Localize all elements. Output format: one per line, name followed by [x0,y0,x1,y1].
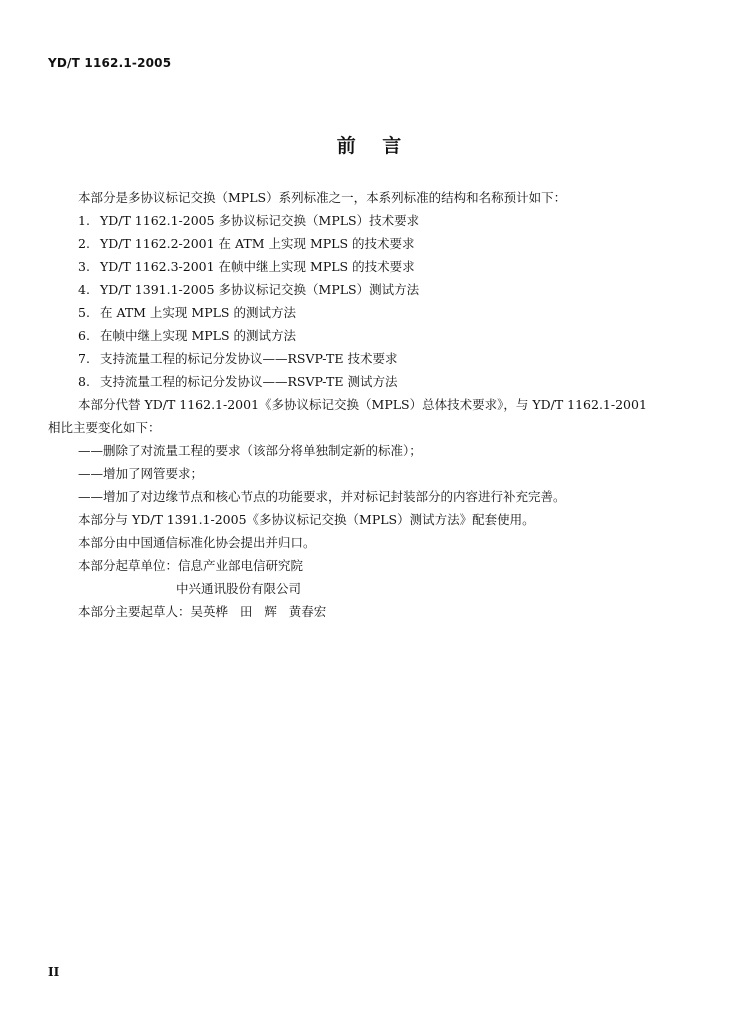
page-title: 前 言 [336,135,402,157]
list-item [78,328,296,344]
intro-paragraph: 本部分是多协议标记交换（MPLS）系列标准之一，本系列标准的结构和名称预计如下： [78,190,567,205]
list-item-number: 8. [78,374,90,389]
list-item-number: 2. [78,236,90,251]
list-item-number: 1. [78,213,90,228]
change-item: ——增加了对边缘节点和核心节点的功能要求，并对标记封装部分的内容进行补充完善。 [78,489,566,504]
drafting-units: 本部分起草单位：信息产业部电信研究院 [78,558,304,573]
list-item-text: YD/T 1162.3-2001 在帧中继上实现 MPLS 的技术要求 [100,259,415,274]
list-item-number: 6. [78,328,90,343]
list-item [78,305,296,321]
list-item-number: 4. [78,282,90,297]
change-item: ——删除了对流量工程的要求（该部分将单独制定新的标准）； [78,443,422,458]
list-item-number: 5. [78,305,90,320]
list-item-text: YD/T 1391.1-2005 多协议标记交换（MPLS）测试方法 [100,282,420,297]
list-item [78,282,419,298]
list-item-text: 支持流量工程的标记分发协议——RSVP-TE 测试方法 [100,374,398,389]
proposer-statement: 本部分由中国通信标准化协会提出并归口。 [78,535,316,550]
drafters: 本部分主要起草人：吴英桦 田 辉 黄春宏 [78,604,327,619]
list-item [78,351,397,367]
list-item [78,213,419,229]
replacement-statement: 本部分代替 YD/T 1162.1-2001《多协议标记交换（MPLS）总体技术要求》，与 YD/T 1162.1-2001 [78,397,647,412]
companion-statement: 本部分与 YD/T 1391.1-2005《多协议标记交换（MPLS）测试方法》配套使用。 [78,512,535,527]
list-item-text: 支持流量工程的标记分发协议——RSVP-TE 技术要求 [100,351,398,366]
list-item-number: 3. [78,259,90,274]
change-item: ——增加了网管要求； [78,466,204,481]
page-number: II [48,965,60,979]
standard-code-header: YD/T 1162.1-2005 [48,56,172,70]
drafting-unit-2: 中兴通讯股份有限公司 [176,581,302,596]
list-item-text: 在 ATM 上实现 MPLS 的测试方法 [100,305,296,320]
list-item-text: 在帧中继上实现 MPLS 的测试方法 [100,328,297,343]
list-item [78,259,415,275]
list-item [78,374,397,390]
list-item-number: 7. [78,351,90,366]
replacement-statement-cont: 相比主要变化如下： [48,420,161,435]
list-item-text: YD/T 1162.2-2001 在 ATM 上实现 MPLS 的技术要求 [100,236,415,251]
list-item [78,236,415,252]
list-item-text: YD/T 1162.1-2005 多协议标记交换（MPLS）技术要求 [100,213,420,228]
